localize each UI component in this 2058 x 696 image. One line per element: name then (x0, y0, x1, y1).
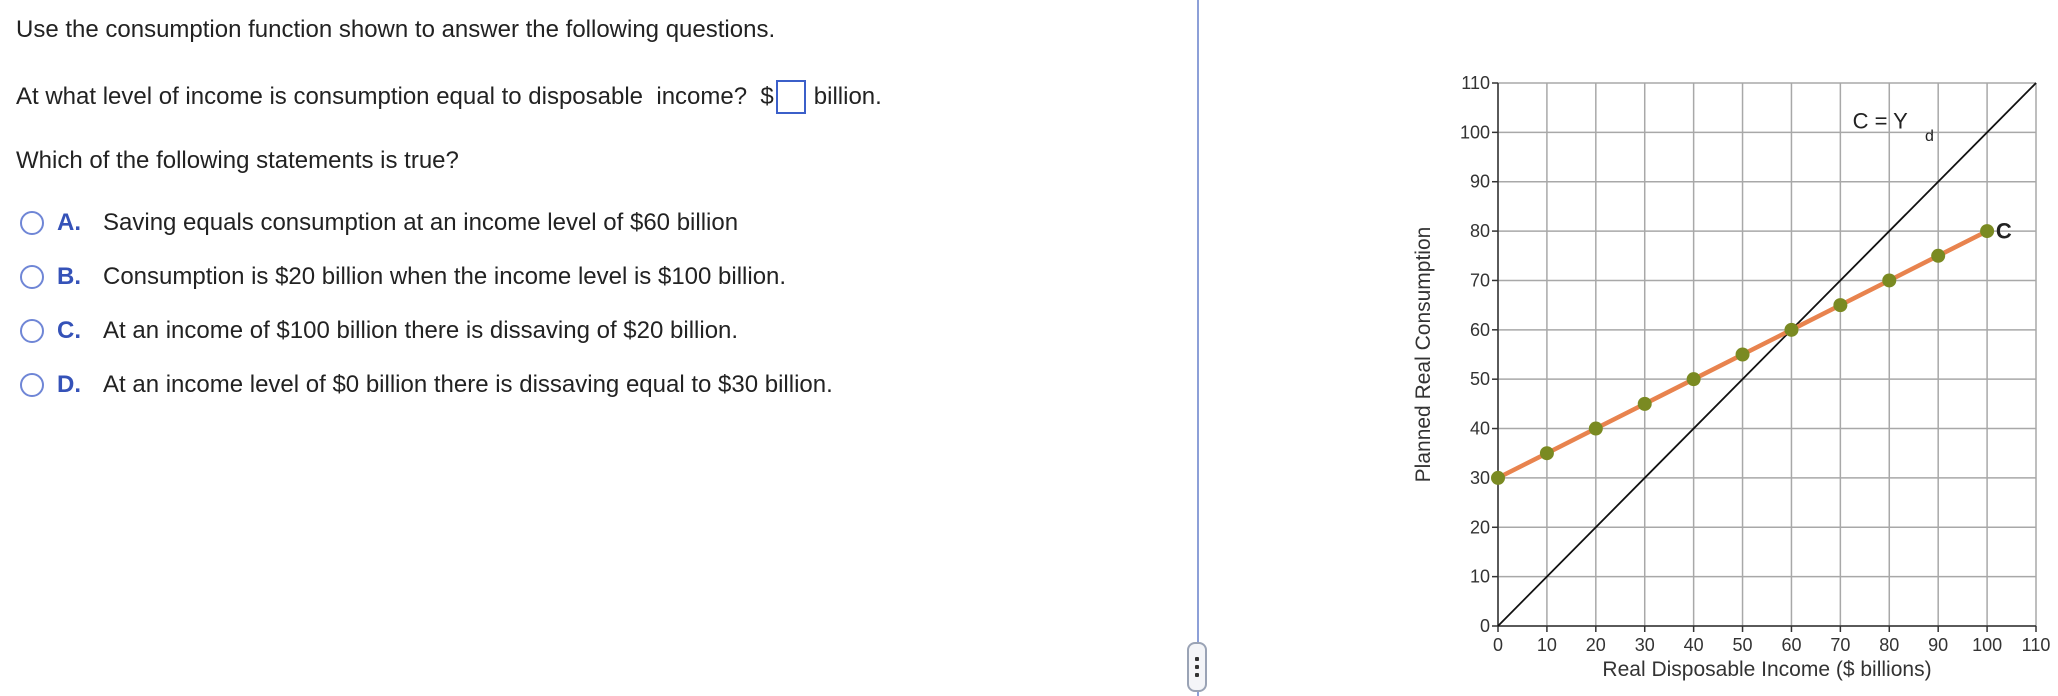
x-tick-label: 50 (1732, 635, 1753, 655)
y-tick-label: 70 (1469, 270, 1490, 291)
option-a[interactable] (20, 196, 833, 250)
question-1-unit: billion. (813, 83, 882, 110)
option-letter: C. (57, 317, 81, 344)
line-45-label: C = Y (1852, 108, 1908, 134)
consumption-label: C (1995, 218, 2012, 244)
consumption-point (1784, 323, 1798, 337)
question-intro: Use the consumption function shown to answer the following questions. (16, 16, 776, 43)
y-tick-label: 110 (1461, 73, 1490, 93)
y-tick-label: 90 (1469, 171, 1490, 192)
option-letter: B. (57, 263, 81, 290)
option-text: At an income of $100 billion there is dissaving of $20 billion. (103, 317, 739, 344)
y-tick-label: 10 (1469, 566, 1490, 587)
question-2: Which of the following statements is true? (16, 147, 459, 174)
question-1 (16, 80, 882, 114)
answer-options (20, 196, 833, 412)
consumption-point (1687, 372, 1701, 386)
y-tick-label: 80 (1469, 221, 1490, 242)
x-tick-label: 90 (1928, 635, 1949, 655)
x-axis-label: Real Disposable Income ($ billions) (1602, 658, 1932, 681)
income-answer-input[interactable] (776, 80, 806, 114)
handle-dot (1195, 673, 1199, 677)
radio-b[interactable] (20, 265, 44, 289)
x-tick-label: 80 (1879, 635, 1900, 655)
consumption-point (1980, 224, 1994, 238)
option-letter: A. (57, 209, 81, 236)
question-1-text: At what level of income is consumption equal to disposable income? $ (16, 83, 774, 110)
option-text: At an income level of $0 billion there is dissaving equal to $30 billion. (103, 371, 833, 398)
option-c[interactable] (20, 304, 833, 358)
consumption-chart (1380, 60, 2051, 695)
line-45-label-subscript: d (1924, 128, 1934, 146)
handle-dot (1195, 665, 1199, 669)
handle-dot (1195, 657, 1199, 661)
y-tick-label: 60 (1469, 319, 1490, 340)
y-axis-label: Planned Real Consumption (1412, 226, 1435, 483)
x-tick-label: 0 (1492, 635, 1504, 655)
x-tick-label: 30 (1634, 635, 1655, 655)
panel-divider (1197, 0, 1199, 696)
line-45-degree (1498, 83, 2036, 626)
consumption-point (1491, 471, 1505, 485)
consumption-point (1540, 446, 1554, 460)
x-tick-label: 20 (1585, 635, 1606, 655)
y-tick-label: 20 (1469, 517, 1490, 538)
x-tick-label: 110 (2021, 635, 2051, 655)
x-tick-label: 70 (1830, 635, 1851, 655)
consumption-point (1589, 422, 1603, 436)
y-tick-label: 0 (1479, 616, 1490, 636)
consumption-point (1931, 249, 1945, 263)
option-b[interactable] (20, 250, 833, 304)
chart-svg (1380, 60, 2051, 690)
radio-c[interactable] (20, 319, 44, 343)
consumption-point (1736, 348, 1750, 362)
option-d[interactable] (20, 358, 833, 412)
x-tick-label: 10 (1536, 635, 1557, 655)
y-tick-label: 40 (1469, 418, 1490, 439)
y-tick-label: 100 (1459, 122, 1490, 143)
y-tick-label: 50 (1469, 369, 1490, 390)
resize-handle[interactable] (1187, 642, 1207, 692)
consumption-point (1833, 298, 1847, 312)
option-letter: D. (57, 371, 81, 398)
x-tick-label: 40 (1683, 635, 1704, 655)
option-text: Saving equals consumption at an income level of $60 billion (103, 209, 739, 236)
x-tick-label: 60 (1781, 635, 1802, 655)
consumption-point (1638, 397, 1652, 411)
option-text: Consumption is $20 billion when the income level is $100 billion. (103, 263, 787, 290)
y-tick-label: 30 (1469, 467, 1490, 488)
consumption-point (1882, 273, 1896, 287)
radio-d[interactable] (20, 373, 44, 397)
x-tick-label: 100 (1972, 635, 2003, 655)
radio-a[interactable] (20, 211, 44, 235)
